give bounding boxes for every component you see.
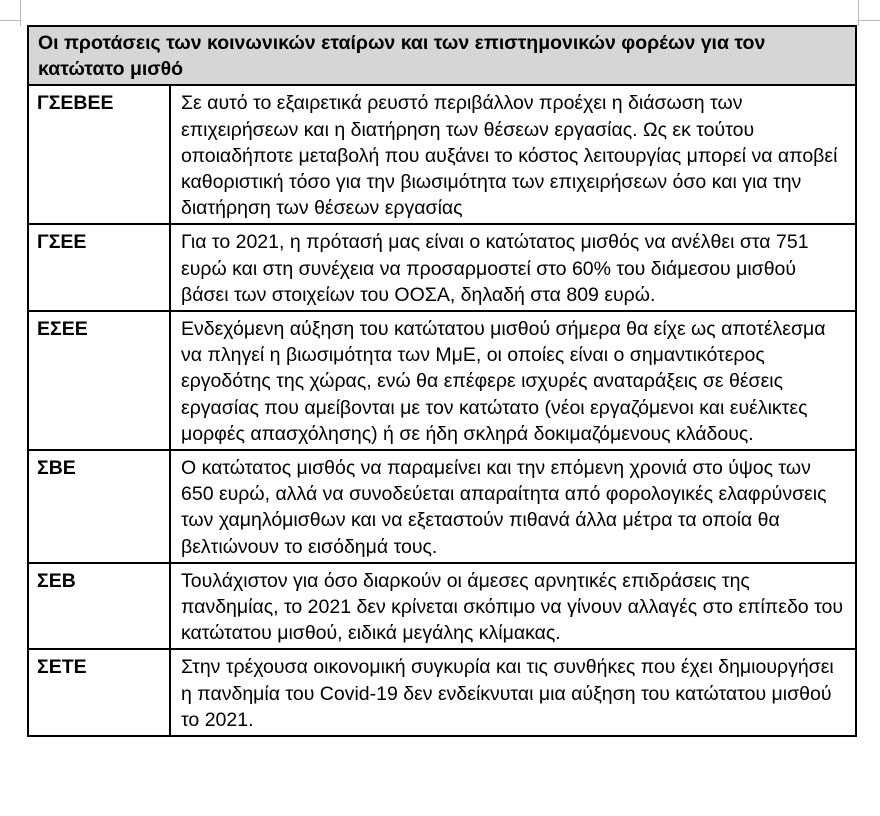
org-name[interactable]: ΓΣΕΕ [28, 224, 170, 311]
crop-mark [858, 0, 859, 26]
proposal-text[interactable]: Για το 2021, η πρότασή μας είναι ο κατώτατος μισθός να ανέλθει στα 751 ευρώ και στη συνέχεια να προσαρμοστεί στο 60% του διάμεσου μισθού βάσει των στοιχείων του ΟΟΣΑ, δηλαδή στα 809 ευρώ. [170, 224, 856, 311]
table-title[interactable]: Οι προτάσεις των κοινωνικών εταίρων και των επιστημονικών φορέων για τον κατώτατο μισθό [28, 26, 856, 85]
table-row [28, 563, 856, 650]
table-row [28, 450, 856, 563]
org-name[interactable]: ΓΣΕΒΕΕ [28, 85, 170, 224]
org-name[interactable]: ΕΣΕΕ [28, 311, 170, 450]
crop-mark [858, 20, 880, 21]
table-row [28, 224, 856, 311]
proposals-table [27, 25, 857, 737]
proposal-text[interactable]: Ο κατώτατος μισθός να παραμείνει και την επόμενη χρονιά στο ύψος των 650 ευρώ, αλλά να συνοδεύεται απαραίτητα από φορολογικές ελαφρύνσεις των χαμηλόμισθων και να εξεταστούν πιθανά άλλα μέτρα τα οποία θα βελτιώνουν το εισόδημά τους. [170, 450, 856, 563]
crop-mark [20, 0, 21, 26]
org-name[interactable]: ΣΕΤΕ [28, 649, 170, 736]
table-row [28, 85, 856, 224]
org-name[interactable]: ΣΒΕ [28, 450, 170, 563]
crop-mark [0, 20, 21, 21]
proposal-text[interactable]: Τουλάχιστον για όσο διαρκούν οι άμεσες αρνητικές επιδράσεις της πανδημίας, το 2021 δεν κρίνεται σκόπιμο να γίνουν αλλαγές στο επίπεδο του κατώτατου μισθού, ειδικά μεγάλης κλίμακας. [170, 563, 856, 650]
org-name[interactable]: ΣΕΒ [28, 563, 170, 650]
proposal-text[interactable]: Ενδεχόμενη αύξηση του κατώτατου μισθού σήμερα θα είχε ως αποτέλεσμα να πληγεί η βιωσιμότητα των ΜμΕ, οι οποίες είναι ο σημαντικότερος εργοδότης της χώρας, ενώ θα επέφερε ισχυρές αναταράξεις σε θέσεις εργασίας που αμείβονται με τον κατώτατο (νέοι εργαζόμενοι και ευέλικτες μορφές απασχόλησης) ή σε ήδη σκληρά δοκιμαζόμενους κλάδους. [170, 311, 856, 450]
table-title-row [28, 26, 856, 85]
table-row [28, 311, 856, 450]
proposal-text[interactable]: Σε αυτό το εξαιρετικά ρευστό περιβάλλον προέχει η διάσωση των επιχειρήσεων και η διατήρηση των θέσεων εργασίας. Ως εκ τούτου οποιαδήποτε μεταβολή που αυξάνει το κόστος λειτουργίας μπορεί να αποβεί καθοριστική τόσο για την βιωσιμότητα των επιχειρήσεων όσο και για την διατήρηση των θέσεων εργασίας [170, 85, 856, 224]
table-row [28, 649, 856, 736]
proposal-text[interactable]: Στην τρέχουσα οικονομική συγκυρία και τις συνθήκες που έχει δημιουργήσει η πανδημία του Covid-19 δεν ενδείκνυται μια αύξηση του κατώτατου μισθού το 2021. [170, 649, 856, 736]
